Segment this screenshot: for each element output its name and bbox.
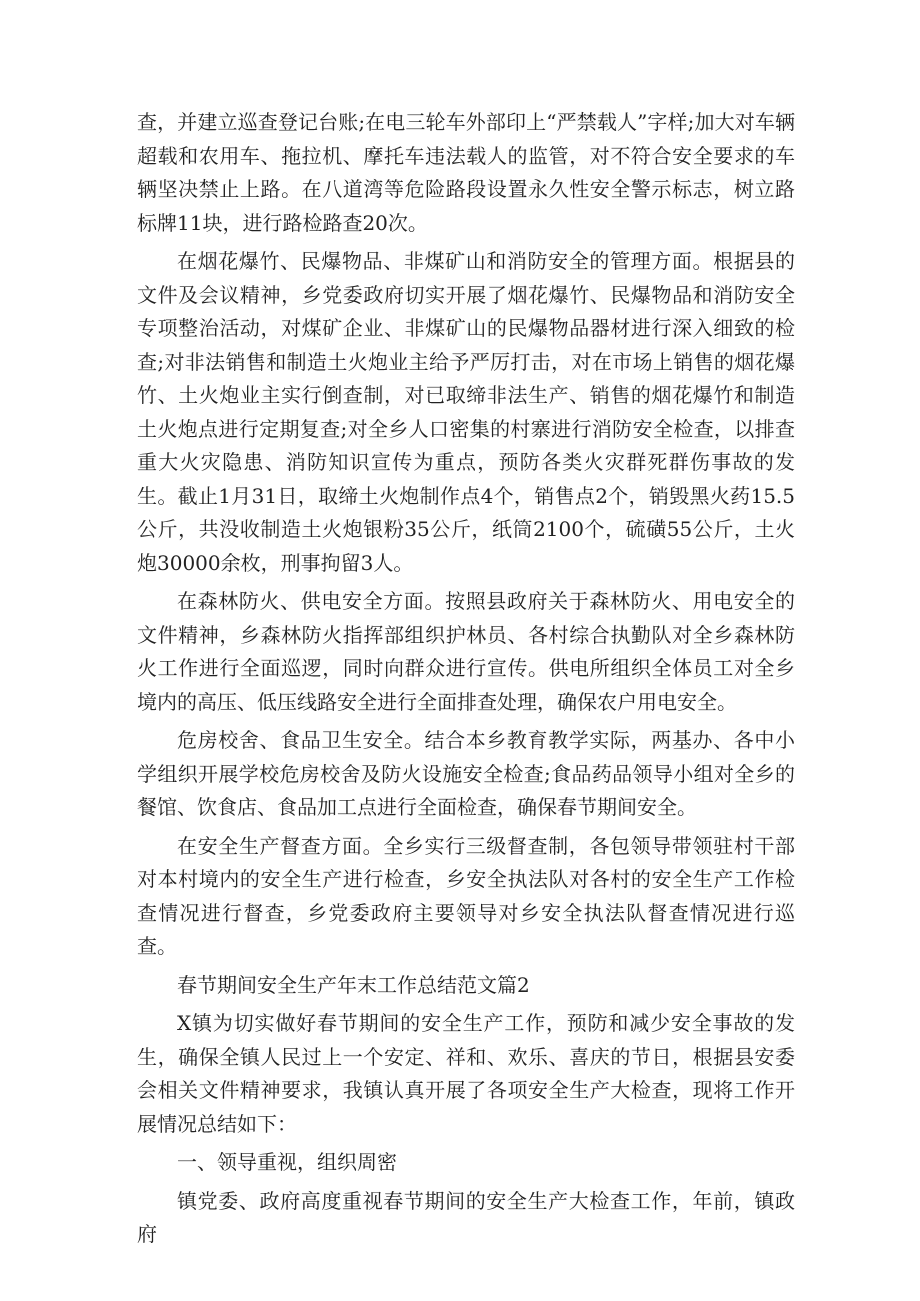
paragraph-leadership: 镇党委、政府高度重视春节期间的安全生产大检查工作，年前，镇政府 bbox=[137, 1188, 795, 1246]
paragraph-safety-supervision: 在安全生产督查方面。全乡实行三级督查制，各包领导带领驻村干部对本村境内的安全生产进行检查，乡安全执法队对各村的安全生产工作检查情况进行督查，乡党委政府主要领导对乡安全执法队督查情况进行巡查。 bbox=[137, 833, 795, 958]
paragraph-traffic-safety: 查，并建立巡查登记台账;在电三轮车外部印上“严禁载人”字样;加大对车辆超载和农用车、拖拉机、摩托车违法载人的监管，对不符合安全要求的车辆坚决禁止上路。在八道湾等危险路段设置永久性安全警示标志，树立路标牌11块，进行路检路查20次。 bbox=[137, 110, 795, 235]
paragraph-school-food-safety: 危房校舍、食品卫生安全。结合本乡教育教学实际，两基办、各中小学组织开展学校危房校舍及防火设施安全检查;食品药品领导小组对全乡的餐馆、饮食店、食品加工点进行全面检查，确保春节期间安全。 bbox=[137, 728, 795, 819]
document-body bbox=[137, 106, 795, 1257]
section-heading-1: 一、领导重视，组织周密 bbox=[177, 1150, 397, 1174]
paragraph-fireworks-safety: 在烟花爆竹、民爆物品、非煤矿山和消防安全的管理方面。根据县的文件及会议精神，乡党委政府切实开展了烟花爆竹、民爆物品和消防安全专项整治活动，对煤矿企业、非煤矿山的民爆物品器材进行深入细致的检查;对非法销售和制造土火炮业主给予严厉打击，对在市场上销售的烟花爆竹、土火炮业主实行倒查制，对已取缔非法生产、销售的烟花爆竹和制造土火炮点进行定期复查;对全乡人口密集的村寨进行消防安全检查，以排查重大火灾隐患、消防知识宣传为重点，预防各类火灾群死群伤事故的发生。截止1月31日，取缔土火炮制作点4个，销售点2个，销毁黑火药15.5公斤，共没收制造土火炮银粉35公斤，纸筒2100个，硫磺55公斤，土火炮30000余枚，刑事拘留3人。 bbox=[137, 249, 795, 575]
paragraph-intro-2: X镇为切实做好春节期间的安全生产工作，预防和减少安全事故的发生，确保全镇人民过上一个安定、祥和、欢乐、喜庆的节日，根据县安委会相关文件精神要求，我镇认真开展了各项安全生产大检查，现将工作开展情况总结如下： bbox=[137, 1011, 795, 1136]
article-title-2: 春节期间安全生产年末工作总结范文篇2 bbox=[177, 972, 530, 997]
paragraph-forest-power-safety: 在森林防火、供电安全方面。按照县政府关于森林防火、用电安全的文件精神，乡森林防火指挥部组织护林员、各村综合执勤队对全乡森林防火工作进行全面巡逻，同时向群众进行宣传。供电所组织全体员工对全乡境内的高压、低压线路安全进行全面排查处理，确保农户用电安全。 bbox=[137, 589, 795, 714]
